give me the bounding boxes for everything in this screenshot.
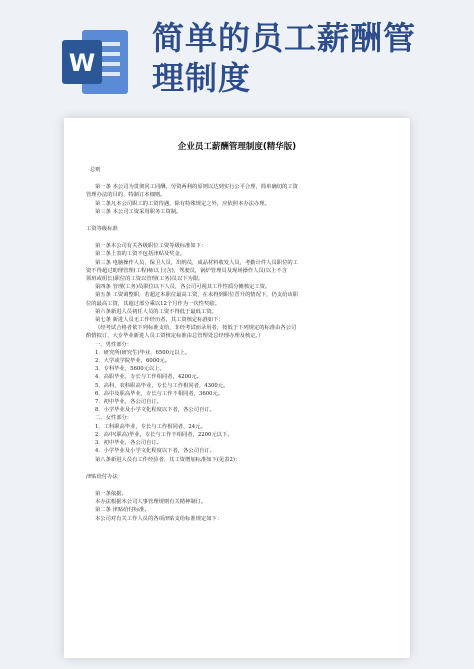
doc-line: 领班或组长)职位的工资以管理(工务)员以下为限。 xyxy=(86,276,204,283)
doc-line: 3．专科毕业，5600元以上。 xyxy=(95,366,165,373)
doc-line: 第二条凡本公司职工的工资待遇，除有特殊规定之外，应依照本办法办理。 xyxy=(95,200,270,207)
doc-line: 4．小学毕业及小学文化程度以下者，各公司自订。 xyxy=(95,448,215,455)
doc-line: 二、女性部分： xyxy=(95,415,133,422)
doc-line: 6．高中及职高毕业，专长与工作不相同者，3600元。 xyxy=(95,390,224,397)
doc-line: 第五条 工资调整职，若超过本职位最高工资，在未得到职位晋升的情况下，仍支给该职 xyxy=(95,292,298,299)
word-icon-letter: W xyxy=(68,49,96,77)
page-title-line1: 简单的员工薪酬管 xyxy=(152,19,417,57)
page-title xyxy=(152,18,452,98)
word-icon xyxy=(58,24,134,100)
doc-line: 2．大学或学院毕业，6000元。 xyxy=(95,358,171,365)
doc-line: 第二条 津贴给付标准。 xyxy=(95,507,150,514)
doc-line: 位的最高工资，其超过部分乘以12个月作为一次性奖励。 xyxy=(86,300,220,307)
section-heading: 总则 xyxy=(90,167,101,173)
doc-line: 5．高科，农科职高毕业，专长与工作相同者，4300元。 xyxy=(95,382,229,389)
doc-line: 第七条 新进人员无工作经历者，其工资核定标准如下： xyxy=(95,317,224,324)
document-page xyxy=(64,118,410,658)
doc-line: 管理办法的目的，特制订本细则。 xyxy=(86,192,166,199)
doc-line: 第三条 电脑操作人员，保卫人员，出纳员，成品材料收发人员，考勤计件人员职位的工 xyxy=(95,259,298,266)
doc-line: 8．小学毕业及小学文化程度以下者，各公司自订。 xyxy=(95,407,215,414)
doc-line: 本办法根据本公司人事管理规则有关精神制订。 xyxy=(95,499,207,506)
doc-line: 第三条 本公司工资采用职务工资制。 xyxy=(95,208,182,215)
doc-line: 3．初中毕业，各公司自订。 xyxy=(95,440,162,447)
document-body xyxy=(86,166,388,523)
document-title: 企业员工薪酬管理制度(精华版) xyxy=(177,142,297,152)
section-heading: 津贴给付办法 xyxy=(86,473,118,480)
section-heading: 工资等级标准 xyxy=(86,226,118,233)
page-title-line2: 理制度 xyxy=(152,59,252,97)
doc-line: 一、男性部分： xyxy=(95,341,133,348)
doc-line: 7．初中毕业，各公司自订。 xyxy=(95,399,162,406)
doc-line: 第一条依据。 xyxy=(95,490,127,497)
doc-line: 1．研究所(研究生)毕业，6500元以上。 xyxy=(95,349,191,356)
doc-line: 资不得超过助理管理(工程)师以上(含)，驾驶员，锅炉管理员及现场操作人员(以上不含 xyxy=(86,267,288,274)
doc-line: 第一条 本公司为贯彻同工同酬，劳资两利的原则以达到实行公平合理，简单确切的工资 xyxy=(95,184,298,191)
page-header xyxy=(0,0,474,118)
doc-line: 第二条上表的工资不包括津贴及奖金。 xyxy=(95,251,186,258)
doc-line: 本公司对有关工作人员的各项津贴支给标准规定如下： xyxy=(95,515,223,522)
doc-line: 2．高中(职高)毕业，专长与工作不相同者，2200元以下。 xyxy=(95,431,233,438)
doc-line: 1．工科职高毕业，专长与工作相同者，24元。 xyxy=(95,423,206,430)
doc-line: 第六条新进人员初任人员的工资不得低于最低工资。 xyxy=(95,308,217,315)
doc-line: 第一条本公司有关各级职位工资等级标准如下： xyxy=(95,243,207,250)
doc-line: 第八条新进人员有工作经验者，其工资增加标准如下(见表2)： xyxy=(95,456,241,463)
doc-line: 第四条 管理(工务)员职位以下人员，各公司可视其工作性质分摊核定工资。 xyxy=(95,284,271,291)
doc-line: 酌情拟订，大专毕业新进人员工资核定标准由总管理处总经理办理及核定。） xyxy=(86,333,264,340)
doc-line: 4．高职毕业，专长与工作相同者，4200元。 xyxy=(95,374,202,381)
doc-line: （经考试合格者依下列标准支给，非经考试而录用者，按低于下列规定的标准由各公司 xyxy=(95,325,297,332)
